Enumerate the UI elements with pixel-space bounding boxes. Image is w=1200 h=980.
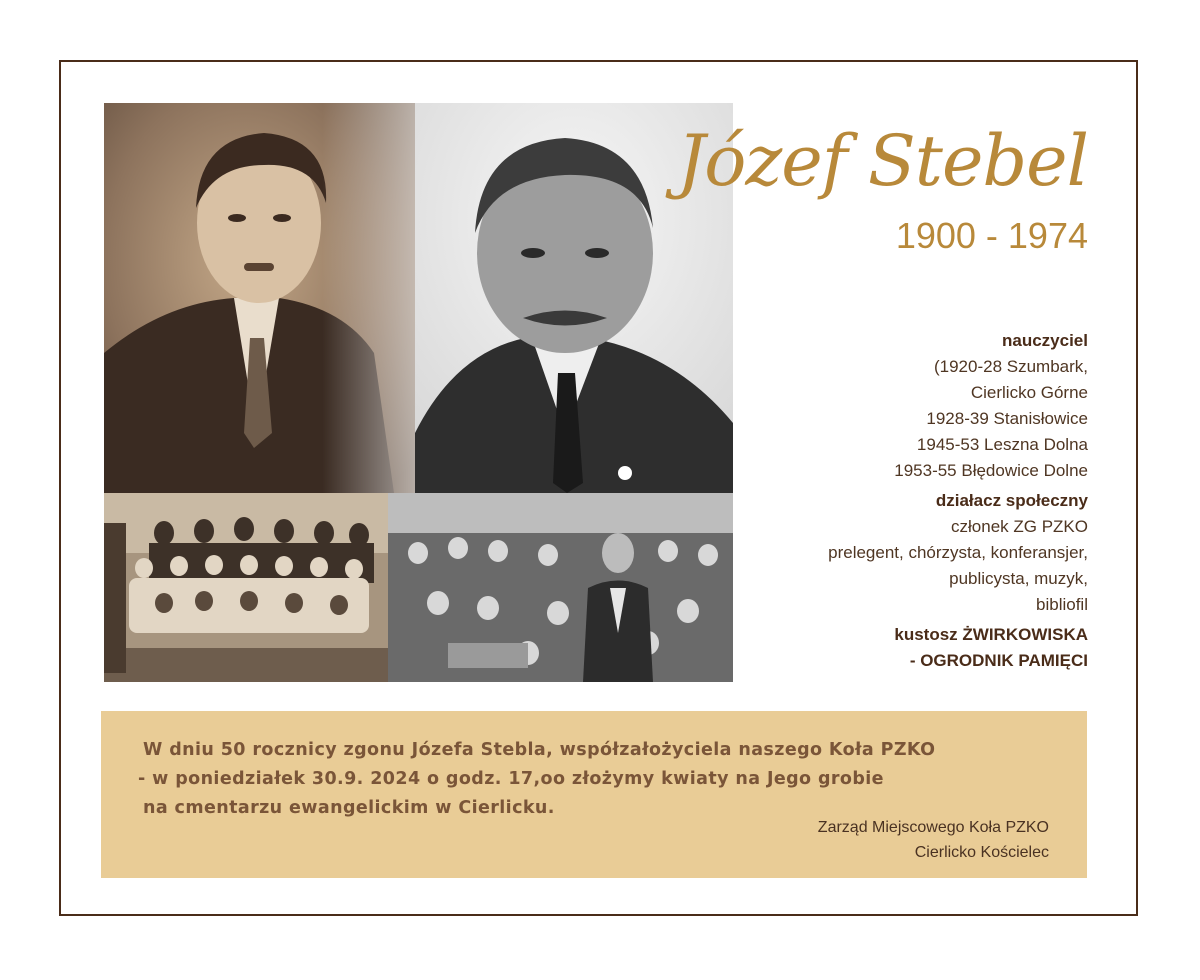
group-photo-folk-costumes <box>104 493 390 682</box>
teacher-line: 1928-39 Stanisłowice <box>926 409 1088 428</box>
activist-line: bibliofil <box>1036 595 1088 614</box>
teacher-line: (1920-28 Szumbark, <box>933 357 1088 376</box>
announcement-line: na cmentarzu ewangelickim w Cierlicku. <box>143 798 555 818</box>
activist-line: prelegent, chórzysta, konferansjer, <box>828 543 1088 562</box>
teacher-heading: nauczyciel <box>1002 331 1088 350</box>
teacher-line: 1945-53 Leszna Dolna <box>916 435 1088 454</box>
person-name: Józef Stebel <box>677 120 1088 202</box>
activist-heading: działacz społeczny <box>935 491 1088 510</box>
signature-line: Cierlicko Kościelec <box>914 844 1049 861</box>
signature <box>818 815 1049 865</box>
announcement-line: - w poniedziałek 30.9. 2024 o godz. 17,oo złożymy kwiaty na Jego grobie <box>138 769 884 789</box>
young-portrait-photo <box>104 103 416 493</box>
biography-block <box>768 328 1088 674</box>
activist-line: członek ZG PZKO <box>951 517 1088 536</box>
announcement-banner <box>101 711 1087 878</box>
announcement-text <box>138 736 936 823</box>
custodian-heading: - OGRODNIK PAMIĘCI <box>909 651 1088 670</box>
crowd-photo-with-children <box>388 493 733 682</box>
signature-line: Zarząd Miejscowego Koła PZKO <box>817 819 1049 836</box>
life-years: 1900 - 1974 <box>895 215 1088 256</box>
activist-line: publicysta, muzyk, <box>949 569 1088 588</box>
announcement-line: W dniu 50 rocznicy zgonu Józefa Stebla, współzałożyciela naszego Koła PZKO <box>143 740 936 760</box>
teacher-line: 1953-55 Błędowice Dolne <box>894 461 1088 480</box>
custodian-heading: kustosz ŻWIRKOWISKA <box>894 625 1088 644</box>
teacher-line: Cierlicko Górne <box>970 383 1088 402</box>
